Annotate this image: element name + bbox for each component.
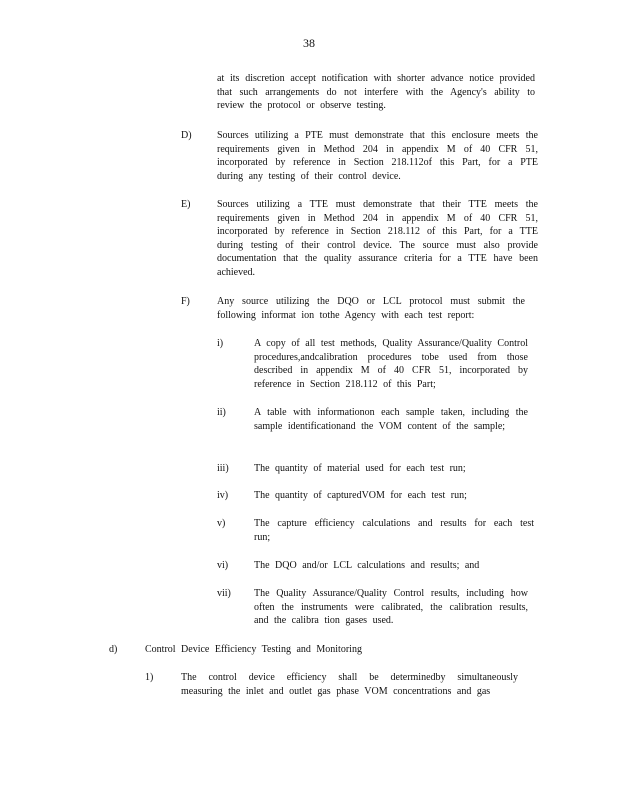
page-number: 38	[303, 36, 315, 50]
subitem-v-label: v)	[217, 518, 226, 529]
section-d-heading: Control Device Efficiency Testing and Monitoring	[145, 644, 362, 655]
subitem-vii-label: vii)	[217, 588, 231, 599]
continuation-paragraph: at its discretion accept notification with shorter advance notice provided that such arrangements do not interfere with the Agency's ability to review the protocol or observe testing.	[217, 73, 535, 112]
item-d-label: D)	[181, 130, 192, 141]
item-e-text: Sources utilizing a TTE must demonstrate that their TTE meets the requirements given in Method 204 in appendix M of 40 CFR 51, incorporated by reference in Section 218.112 of this Part, for a TTE during testing of their control device. The source must also provide documentation that the quality assurance criteria for a TTE have been achieved.	[217, 199, 538, 278]
subitem-iv-text: The quantity of capturedVOM for each test run;	[254, 490, 467, 501]
section-d-label: d)	[109, 644, 118, 655]
subitem-ii-text: A table with informationon each sample taken, including the sample identificationand the VOM content of the sample;	[254, 407, 528, 432]
subitem-vii-text: The Quality Assurance/Quality Control results, including how often the instruments were calibrated, the calibration results, and the calibra tion gases used.	[254, 588, 528, 627]
subitem-v-text: The capture efficiency calculations and results for each test run;	[254, 518, 534, 543]
subitem-i-label: i)	[217, 338, 224, 349]
item-f-label: F)	[181, 296, 190, 307]
subitem-ii-label: ii)	[217, 407, 226, 418]
subitem-vi-text: The DQO and/or LCL calculations and results; and	[254, 560, 480, 571]
item-1-label: 1)	[145, 672, 154, 683]
subitem-vi-label: vi)	[217, 560, 229, 571]
subitem-iii-text: The quantity of material used for each test run;	[254, 463, 466, 474]
subitem-iv-label: iv)	[217, 490, 229, 501]
item-1-text: The control device efficiency shall be determinedby simultaneously measuring the inlet and outlet gas phase VOM concentrations and gas	[181, 672, 518, 697]
subitem-i-text: A copy of all test methods, Quality Assurance/Quality Control procedures,andcalibration procedures tobe used from those described in appendix M of 40 CFR 51, incorporated by reference in Section 218.112 of this Part;	[254, 338, 528, 390]
item-f-text: Any source utilizing the DQO or LCL protocol must submit the following informat ion tothe Agency with each test report:	[217, 296, 525, 321]
subitem-iii-label: iii)	[217, 463, 229, 474]
item-d-text: Sources utilizing a PTE must demonstrate that this enclosure meets the requirements given in Method 204 in appendix M of 40 CFR 51, incorporated by reference in Section 218.112of this Part, for a PTE during any testing of their control device.	[217, 130, 538, 182]
item-e-label: E)	[181, 199, 191, 210]
